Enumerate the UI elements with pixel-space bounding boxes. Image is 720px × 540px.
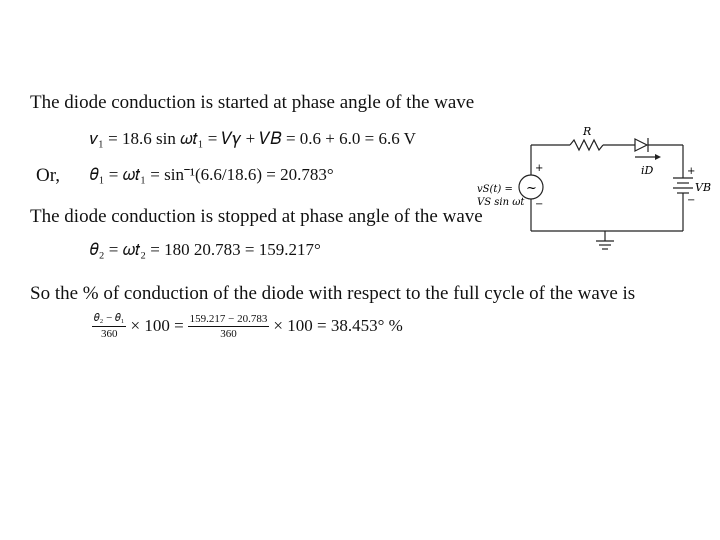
equation-v1: 𝑣₁ = 18.6 sin 𝜔𝑡₁ = 𝑉𝛾 + 𝑉𝐵 = 0.6 + 6.0 = 6.6 V (90, 129, 416, 148)
equation-theta2: 𝜃₂ = 𝜔𝑡₂ = 180 20.783 = 159.217° (90, 240, 321, 259)
source-equation-line2: VS sin ωt (477, 197, 525, 208)
source-minus: − (535, 199, 544, 210)
diode-symbol (635, 139, 647, 151)
circuit-diagram (465, 125, 720, 265)
battery-minus: − (687, 195, 696, 206)
battery-label: VB (695, 181, 712, 194)
equation-percent (92, 312, 403, 340)
source-plus: + (535, 163, 544, 174)
source-equation-line1: vS(t) = (477, 184, 513, 195)
resistor-label: R (583, 125, 592, 138)
times-100-result: × 100 = 38.453° % (273, 316, 403, 335)
fraction-theta-denominator: 360 (100, 328, 118, 340)
equation-theta1: 𝜃₁ = 𝜔𝑡₁ = sin⁻¹(6.6/18.6) = 20.783° (90, 165, 334, 184)
resistor-symbol (570, 140, 603, 150)
fraction-values-denominator: 360 (220, 327, 237, 340)
ac-source-glyph: ~ (526, 181, 537, 196)
fraction-theta (92, 312, 126, 340)
battery-plus: + (687, 166, 696, 177)
fraction-values-numerator: 159.217 − 20.783 (189, 312, 268, 325)
text-line-start: The diode conduction is started at phase angle of the wave (30, 92, 475, 113)
current-arrow-head (655, 154, 661, 160)
times-100-first: × 100 = (130, 316, 184, 335)
fraction-values (188, 313, 270, 340)
text-line-stop: The diode conduction is stopped at phase angle of the wave (30, 206, 483, 227)
current-label: iD (641, 164, 654, 177)
or-label: Or, (36, 165, 61, 186)
text-line-percent: So the % of conduction of the diode with respect to the full cycle of the wave is (30, 283, 636, 304)
fraction-theta-numerator: 𝜃₂ − 𝜃₁ (92, 312, 126, 327)
